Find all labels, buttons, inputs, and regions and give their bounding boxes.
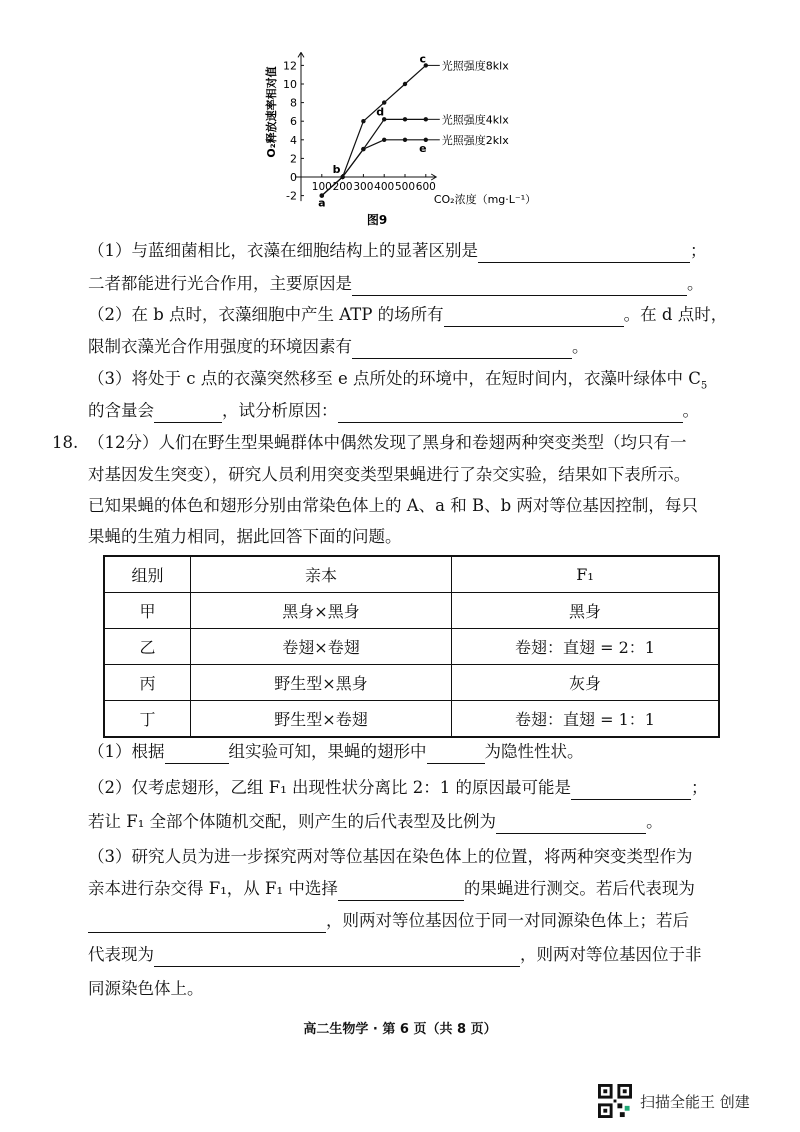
table-cell: 灰身 [452,665,720,701]
q17-part2-text-mid: 。在 d 点时， [623,305,728,324]
y-tick-label: 12 [283,59,297,73]
y-tick-label: 2 [290,152,297,166]
q18-part3-text4: 代表现为 [88,945,154,964]
punct: 。 [687,274,704,293]
q18-part2-line1 [88,776,708,800]
watermark-text: 扫描全能王 创建 [640,1092,750,1111]
table-header: F₁ [452,556,720,593]
x-tick-label: 600 [415,181,436,193]
y-tick-label: 4 [290,133,297,147]
table-header: 亲本 [191,556,452,593]
table-header: 组别 [104,556,191,593]
table-cell: 丁 [104,701,191,738]
q17-part1-line2 [88,272,704,296]
x-tick-label: 300 [353,181,374,193]
data-point [403,82,407,86]
q18-intro-line2: 对基因发生突变），研究人员利用突变类型果蝇进行了杂交实验，结果如下表所示。 [88,465,691,484]
x-tick-label: 200 [332,181,353,193]
data-point [340,175,344,179]
y-tick-label: -2 [286,189,297,203]
table-row [104,593,719,629]
table-cell: 黑身 [452,593,720,629]
y-tick-label: 0 [290,171,297,184]
answer-blank[interactable] [478,244,690,263]
table-row [104,629,719,665]
q18-part2-text2: 若让 F₁ 全部个体随机交配，则产生的后代表型及比例为 [88,812,497,831]
y-tick-label: 10 [283,78,297,91]
answer-blank[interactable] [338,404,683,423]
point-label: c [419,52,427,66]
q18-part1 [88,740,584,764]
page-footer: 高二生物学 · 第 6 页（共 8 页） [303,1022,497,1037]
q17-part2-text2: 限制衣藻光合作用强度的环境因素有 [88,337,352,356]
q17-part1-text: （1）与蓝细菌相比，衣藻在细胞结构上的显著区别是 [88,241,478,260]
q17-part2-line2 [88,335,589,359]
table-cell: 卷翅×卷翅 [191,629,452,665]
q17-part3-text2: 的含量会 [88,401,154,420]
answer-blank[interactable] [571,781,691,800]
q18-part3-line5: 同源染色体上。 [88,979,204,998]
answer-blank[interactable] [338,882,464,901]
punct: 。 [572,337,589,356]
q17-part1-line1 [88,239,707,263]
data-point [382,138,386,142]
q18-part3-text5: ，则两对等位基因位于非 [520,945,702,964]
q18-part1-text: （1）根据 [88,742,165,761]
q17-part1-text2: 二者都能进行光合作用，主要原因是 [88,274,352,293]
q18-intro-line3: 已知果蝇的体色和翅形分别由常染色体上的 A、a 和 B、b 两对等位基因控制，每只 [88,496,698,515]
q18-part3-text: 亲本进行杂交得 F₁，从 F₁ 中选择 [88,879,338,898]
data-point [382,100,386,104]
point-label: a [318,196,326,210]
q18-part1-text3: 为隐性性状。 [484,742,584,761]
series-label: 光照强度8klx [441,59,509,73]
table-row [104,665,719,701]
data-point [403,117,407,121]
q17-part3-text: （3）将处于 c 点的衣藻突然移至 e 点所处的环境中，在短时间内，衣藻叶绿体中 C [88,369,701,388]
table-cell: 丙 [104,665,191,701]
q18-part3-line1: （3）研究人员为进一步探究两对等位基因在染色体上的位置，将两种突变类型作为 [88,847,693,866]
answer-blank[interactable] [444,308,624,327]
cross-results-table [103,555,720,738]
data-point [361,147,365,151]
q17-part2-text: （2）在 b 点时，衣藻细胞中产生 ATP 的场所有 [88,305,444,324]
chart-axes [283,52,436,202]
q17-part3-line1 [88,367,707,398]
data-point [361,119,365,123]
punct: ； [691,778,708,797]
q17-part2-line1 [88,303,727,327]
table-cell: 黑身×黑身 [191,593,452,629]
qr-code-icon [598,1084,632,1118]
series-label: 光照强度2klx [441,133,509,147]
table-cell: 甲 [104,593,191,629]
table-cell: 卷翅：直翅 = 2：1 [452,629,720,665]
x-tick-label: 100 [311,181,332,193]
answer-blank[interactable] [352,277,687,296]
point-label: e [419,141,427,155]
y-tick-label: 8 [290,96,297,110]
figure-9-chart [255,52,555,234]
answer-blank[interactable] [88,914,326,933]
x-tick-label: 400 [374,181,395,193]
q18-part2-line2 [88,810,663,834]
y-axis-label: O₂释放速率相对值 [265,66,278,158]
x-tick-label: 500 [394,181,416,193]
q18-number: 18. [52,433,79,452]
q18-intro-line1: （12分）人们在野生型果蝇群体中偶然发现了黑身和卷翅两种突变类型（均只有一 [88,433,687,452]
table-header-row [104,556,719,593]
q18-part1-text2: 组实验可知，果蝇的翅形中 [228,742,427,761]
punct: ； [690,241,707,260]
point-label: b [332,163,341,176]
y-tick-label: 6 [290,115,297,129]
answer-blank[interactable] [352,340,572,359]
table-row [104,701,719,738]
x-axis-label: CO₂浓度（mg·L⁻¹） [433,193,537,206]
q18-part3-line4 [88,943,702,967]
q18-part3-line2 [88,877,695,901]
q17-part3-line2 [88,399,699,423]
q18-intro-line4: 果蝇的生殖力相同，据此回答下面的问题。 [88,527,402,546]
q17-part3-text3: ，试分析原因： [222,401,338,420]
series-label: 光照强度4klx [441,113,509,127]
punct: 。 [646,812,663,831]
q18-part3-line3 [88,909,689,933]
table-cell: 卷翅：直翅 = 1：1 [452,701,720,738]
series-line [322,65,426,195]
data-point [403,138,407,142]
scanner-watermark [598,1084,750,1118]
q18-part2-text: （2）仅考虑翅形，乙组 F₁ 出现性状分离比 2：1 的原因最可能是 [88,778,572,797]
answer-blank[interactable] [154,948,520,967]
figure-caption: 图9 [366,213,388,227]
q18-part3-text3: ，则两对等位基因位于同一对同源染色体上；若后 [326,911,689,930]
punct: 。 [682,401,699,420]
point-label: d [376,105,385,119]
answer-blank[interactable] [154,404,222,423]
table-cell: 乙 [104,629,191,665]
subscript: 5 [700,380,708,392]
answer-blank[interactable] [496,815,646,834]
q18-part3-text2: 的果蝇进行测交。若后代表现为 [463,879,695,898]
answer-blank[interactable] [165,745,229,764]
table-cell: 野生型×卷翅 [191,701,452,738]
answer-blank[interactable] [427,745,485,764]
table-cell: 野生型×黑身 [191,665,452,701]
